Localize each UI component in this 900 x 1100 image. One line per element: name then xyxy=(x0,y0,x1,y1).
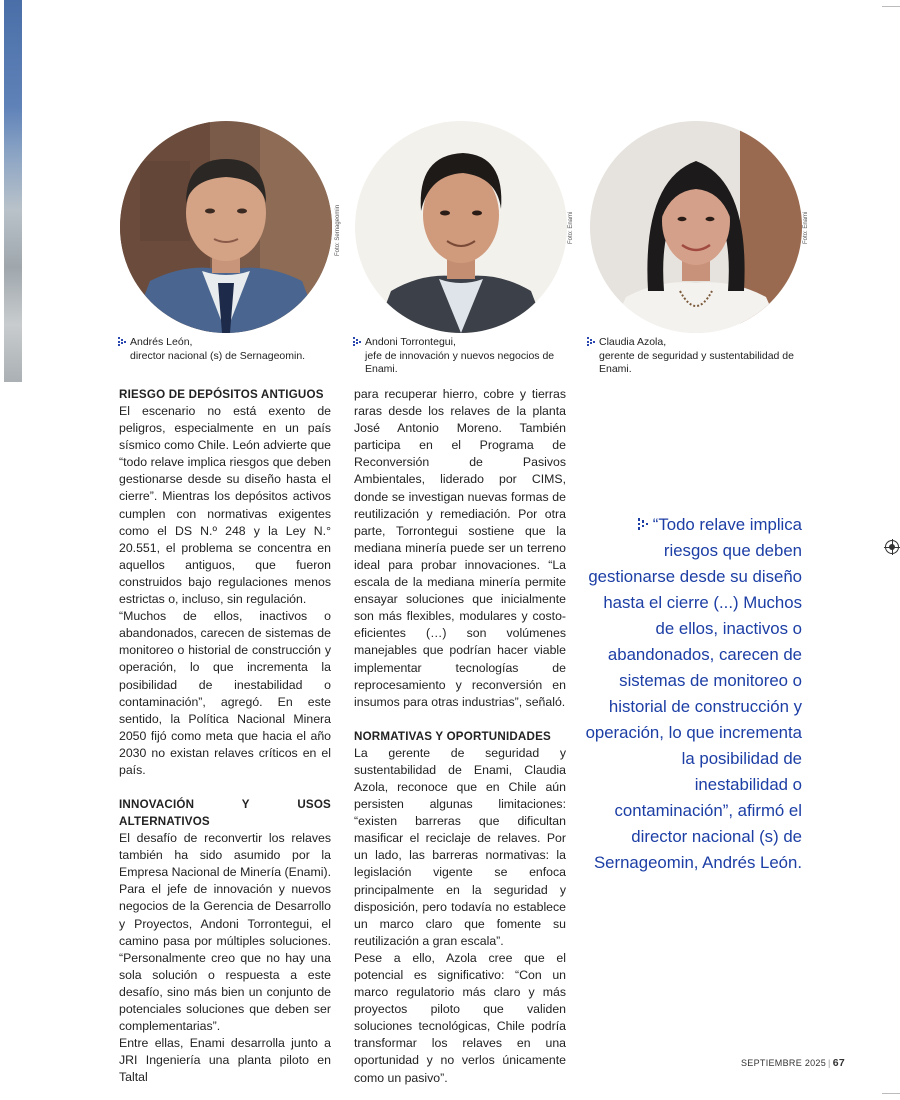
pull-quote xyxy=(584,512,802,876)
caption-claudia-azola xyxy=(587,336,799,377)
article-column-1 xyxy=(119,386,331,1086)
issue-date: SEPTIEMBRE 2025 xyxy=(741,1058,827,1068)
bullet-icon xyxy=(353,337,361,346)
paragraph: “Muchos de ellos, inactivos o abandonados, carecen de sistemas de monitoreo o historial de construcción y operación, lo que incrementa la posibilidad de inestabilidad o contaminación”, agregó. En este sentido, la Política Nacional Minera 2050 fijó como meta que hacia el año 2030 no existan relaves críticos en el país. xyxy=(119,609,331,777)
photo-credit: Foto: Sernageomin xyxy=(335,204,341,256)
person-name: Andrés León, xyxy=(130,336,193,348)
person-name: Andoni Torrontegui, xyxy=(365,336,456,348)
person-role: jefe de innovación y nuevos negocios de Enami. xyxy=(365,349,555,375)
crop-mark xyxy=(882,6,900,7)
caption-andres-leon xyxy=(118,336,328,363)
photo-credit: Foto: Enami xyxy=(568,211,574,244)
person-role: director nacional (s) de Sernageomin. xyxy=(130,349,306,362)
portrait-andoni-torrontegui xyxy=(355,121,567,333)
paragraph: El escenario no está exento de peligros, especialmente en un país sísmico como Chile. León advierte que “todo relave implica riesgos que deben gestionarse desde su diseño hasta el cierre”. Mientras los depósitos activos cumplen con normativas exigentes como el DS N.º 248 y la Ley N.° 20.551, el problema se concentra en aquellos antiguos, que fueron construidos bajo regulaciones menos estrictas o, incluso, sin regulación. xyxy=(119,404,331,607)
section-heading: INNOVACIÓN Y USOS ALTERNATIVOS xyxy=(119,798,331,829)
bullet-icon xyxy=(587,337,595,346)
bullet-icon xyxy=(118,337,126,346)
paragraph: La gerente de seguridad y sustentabilidad de Enami, Claudia Azola, reconoce que en Chile aún persisten algunas limitaciones: “existen barreras que dificultan masificar el reciclaje de relaves. Por un lado, las barreras normativas: la legislación vigente se enfoca principalmente en la seguridad y disposición, pero todavía no establece un marco claro que fomente su reutilización a gran escala”. xyxy=(354,745,566,948)
caption-andoni-torrontegui xyxy=(353,336,573,377)
page-footer: SEPTIEMBRE 2025 | 67 xyxy=(741,1057,845,1069)
paragraph: para recuperar hierro, cobre y tierras raras desde los relaves de la planta José Antonio Moreno. También participa en el Programa de Reconversión de Pasivos Ambientales, liderado por CIMS, donde se investigan nuevas formas de reutilización y remediación. Por otra parte, Torrontegui sostiene que la mediana minería puede ser un terreno ideal para probar innovaciones. “La escala de la mediana minería permite ensayar soluciones que inicialmente son más flexibles, modulares y costo-eficientes (…) son volúmenes manejables que podrían hacer viable implementar tecnologías de reprocesamiento y reconversión en insumos para otras industrias”, señaló. xyxy=(354,387,566,709)
registration-mark-icon xyxy=(885,540,899,554)
portrait-claudia-azola xyxy=(590,121,802,333)
person-name: Claudia Azola, xyxy=(599,336,667,348)
article-column-2 xyxy=(354,386,566,1087)
person-role: gerente de seguridad y sustentabilidad de Enami. xyxy=(599,349,794,375)
page-number: 67 xyxy=(832,1057,845,1069)
paragraph: Pese a ello, Azola cree que el potencial es significativo: “Con un marco regulatorio más claro y más proyectos piloto que validen soluciones tecnológicas, Chile podría transformar los relaves en una oportunidad y no verlos únicamente como un pasivo”. xyxy=(354,950,566,1085)
pull-quote-text: “Todo relave implica riesgos que deben gestionarse desde su diseño hasta el cierre (...) Muchos de ellos, inactivos o abandonados, carecen de sistemas de monitoreo o historial de construcción y operación, lo que incrementa la posibilidad de inestabilidad o contaminación”, afirmó el director nacional (s) de Sernageomin, Andrés León. xyxy=(585,515,802,872)
section-heading: NORMATIVAS Y OPORTUNIDADES xyxy=(354,729,551,743)
quote-bullet-icon xyxy=(638,518,649,530)
portrait-andres-leon xyxy=(120,121,332,333)
crop-mark xyxy=(882,1093,900,1094)
section-heading: RIESGO DE DEPÓSITOS ANTIGUOS xyxy=(119,388,324,401)
side-photo-strip xyxy=(4,0,22,382)
paragraph: El desafío de reconvertir los relaves también ha sido asumido por la Empresa Nacional de Minería (Enami). Para el jefe de innovación y nuevos negocios de la Gerencia de Desarrollo y Proyectos, Andoni Torrontegui, el camino pasa por múltiples soluciones. “Personalmente creo que no hay una sola solución o respuesta a este desafío, sino más bien un conjunto de potenciales soluciones que deben ser complementarias”. xyxy=(119,831,331,1034)
photo-credit: Foto: Enami xyxy=(803,211,809,244)
paragraph: Entre ellas, Enami desarrolla junto a JRI Ingeniería una planta piloto en Taltal xyxy=(119,1036,331,1085)
